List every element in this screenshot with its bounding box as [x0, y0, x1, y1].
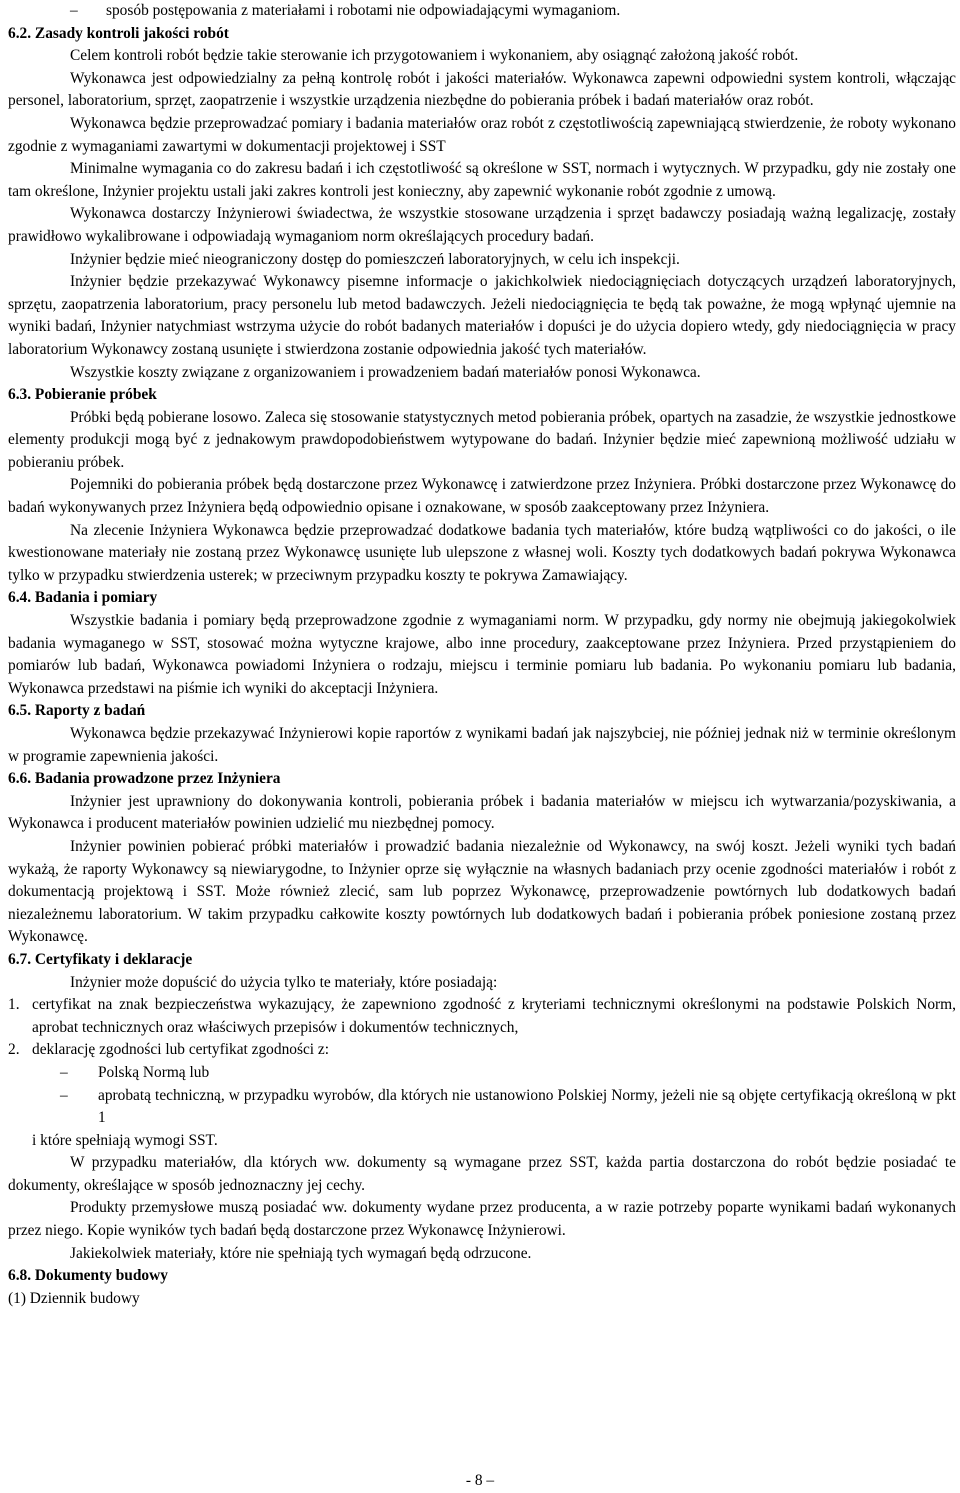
paragraph: Wykonawca będzie przekazywać Inżynierowi kopie raportów z wynikami badań jak najszybciej, nie później jednak niż w terminie określonym w programie zapewnienia jakości.: [8, 725, 956, 765]
list-item-text: sposób postępowania z materiałami i robotami nie odpowiadającymi wymaganiom.: [106, 2, 621, 19]
page-number: - 8 –: [465, 1472, 495, 1489]
item-text: certyfikat na znak bezpieczeństwa wykazujący, że zapewniono zgodność z kryteriami technicznymi określonymi na podstawie Polskich Norm, aprobat technicznych oraz właściwych przepisów i dokumentów technicznych,: [32, 996, 956, 1036]
paragraph: W przypadku materiałów, dla których ww. dokumenty są wymagane przez SST, każda partia dostarczona do robót będzie posiadać te dokumenty, określające w sposób jednoznaczny jej cechy.: [8, 1154, 956, 1194]
paragraph: Wykonawca jest odpowiedzialny za pełną kontrolę robót i jakości materiałów. Wykonawca zapewni odpowiedni system kontroli, włączając personel, laboratorium, sprzęt, zaopatrzenie i wszystkie urządzenia niezbędne do pobierania próbek i badań materiałów oraz robót.: [8, 69, 956, 110]
item-number: 2.: [8, 1041, 20, 1059]
paragraph: Produkty przemysłowe muszą posiadać ww. dokumenty wydane przez producenta, a w razie potrzeby poparte wynikami badań wykonanych przez niego. Kopie wyników tych badań będą dostarczone przez Wykonawcę Inżynierowi.: [8, 1199, 956, 1240]
sub-item: [8, 1085, 956, 1130]
paragraph: Wszystkie badania i pomiary będą przeprowadzone zgodnie z wymaganiami norm. W przypadku, gdy normy nie obejmują jakiegokolwiek badania wymaganego w SST, stosować można wytyczne krajowe, albo inne procedury, zaakceptowane przez Inżyniera. Przed przystąpieniem do pomiarów lub badań, Wykonawca powiadomi Inżyniera o rodzaju, miejscu i terminie pomiaru lub badania. Po wykonaniu pomiaru lub badania, Wykonawca przedstawi na piśmie ich wyniki do akceptacji Inżyniera.: [8, 612, 956, 697]
sub-item-text: Polską Normą lub: [98, 1063, 210, 1081]
section-heading-6-4: 6.4. Badania i pomiary: [8, 589, 158, 607]
paragraph: Wykonawca będzie przeprowadzać pomiary i badania materiałów oraz robót z częstotliwością zapewniającą stwierdzenie, że roboty wykonano zgodnie z wymaganiami zawartymi w dokumentacji projektowej i SST: [8, 114, 956, 155]
item-text: deklarację zgodności lub certyfikat zgodności z:: [32, 1041, 330, 1059]
paragraph: Inżynier jest uprawniony do dokonywania kontroli, pobierania próbek i badania materiałów w miejscu ich wytwarzania/pozyskiwania, a Wykonawca i producent materiałów powinien udzielić mu niezbędnej pomocy.: [8, 792, 956, 833]
dash-mark: –: [60, 1086, 68, 1104]
sub-item: [8, 1062, 956, 1085]
section-heading-6-8: 6.8. Dokumenty budowy: [8, 1267, 168, 1285]
paragraph: Na zlecenie Inżyniera Wykonawca będzie przeprowadzać dodatkowe badania tych materiałów, które budzą wątpliwości co do jakości, o ile kwestionowane materiały nie zostaną przez Wykonawcę usunięte lub ulepszone z własnej woli. Koszty tych dodatkowych badań pokrywa Wykonawca tylko w przypadku stwierdzenia usterek; w przeciwnym przypadku koszty te pokrywa Zamawiający.: [8, 521, 956, 584]
paragraph: Jakiekolwiek materiały, które nie spełniają tych wymagań będą odrzucone.: [70, 1244, 532, 1262]
section-heading-6-2: 6.2. Zasady kontroli jakości robót: [8, 24, 229, 42]
paragraph: Inżynier będzie przekazywać Wykonawcy pisemne informacje o jakichkolwiek niedociągnięciach dotyczących urządzeń laboratoryjnych, sprzętu, zaopatrzenia laboratorium, pracy personelu lub metod badawczych. Jeżeli niedociągnięcia te będą tak poważne, że mogą wpłynąć ujemnie na wyniki badań, Inżynier natychmiast wstrzyma użycie do robót badanych materiałów i dopuści je do użycia dopiero wtedy, gdy niedociągnięcia w pracy laboratorium Wykonawcy zostaną usunięte i stwierdzona zostanie odpowiednia jakość tych materiałów.: [8, 273, 956, 358]
item-number: 1.: [8, 996, 20, 1014]
section-heading-6-5: 6.5. Raporty z badań: [8, 702, 146, 720]
paragraph: Wszystkie koszty związane z organizowaniem i prowadzeniem badań materiałów ponosi Wykonawca.: [70, 363, 701, 381]
paragraph: Minimalne wymagania co do zakresu badań i ich częstotliwość są określone w SST, normach i wytycznych. W przypadku, gdy nie zostały one tam określone, Inżynier projektu ustali jaki zakres kontroli jest konieczny, aby zapewnić wykonanie robót zgodnie z umową.: [8, 160, 956, 200]
numbered-item-1: [8, 994, 956, 1039]
document-body: [8, 0, 956, 1310]
section-heading-6-3: 6.3. Pobieranie próbek: [8, 386, 157, 404]
paragraph: Inżynier może dopuścić do użycia tylko te materiały, które posiadają:: [70, 973, 498, 991]
paragraph: Celem kontroli robót będzie takie sterowanie ich przygotowaniem i wykonaniem, aby osiągnąć założoną jakość robót.: [70, 47, 799, 65]
section-heading-6-7: 6.7. Certyfikaty i deklaracje: [8, 950, 193, 968]
paragraph: Pojemniki do pobierania próbek będą dostarczone przez Wykonawcę i zatwierdzone przez Inżyniera. Próbki dostarczone przez Wykonawcę do badań wykonywanych przez Inżyniera będą odpowiednio opisane i oznakowane, w sposób zaakceptowany przez Inżyniera.: [8, 476, 956, 517]
paragraph: Inżynier będzie mieć nieograniczony dostęp do pomieszczeń laboratoryjnych, w celu ich inspekcji.: [70, 250, 680, 268]
paragraph: Inżynier powinien pobierać próbki materiałów i prowadzić badania niezależnie od Wykonawcy, na swój koszt. Jeżeli wyniki tych badań wykażą, że raporty Wykonawcy są niewiarygodne, to Inżynier oprze się wyłącznie na własnych badaniach przy ocenie zgodności materiałów i robót z dokumentacją projektową i SST. Może również zlecić, sam lub poprzez Wykonawcę, przeprowadzenie powtórnych lub dodatkowych badań niezależnemu laboratorium. W takim przypadku całkowite koszty powtórnych lub dodatkowych badań i pobierania próbek poniesione zostaną przez Wykonawcę.: [8, 837, 956, 946]
list-tail: i które spełniają wymogi SST.: [32, 1131, 218, 1149]
numbered-item-2: [8, 1039, 956, 1062]
paragraph: Wykonawca dostarczy Inżynierowi świadectwa, że wszystkie stosowane urządzenia i sprzęt badawczy posiadają ważną legalizację, zostały prawidłowo wykalibrowane i odpowiadają wymaganiom norm określających procedury badań.: [8, 205, 956, 245]
list-item: [8, 0, 956, 23]
paragraph: (1) Dziennik budowy: [8, 1289, 140, 1307]
paragraph: Próbki będą pobierane losowo. Zaleca się stosowanie statystycznych metod pobierania próbek, opartych na zasadzie, że wszystkie jednostkowe elementy produkcji mogą być z jednakowym prawdopodobieństwem wytypowane do badań. Inżynier będzie mieć zapewnioną możliwość udziału w pobieraniu próbek.: [8, 408, 956, 471]
dash-mark: –: [70, 2, 78, 19]
sub-item-text: aprobatą techniczną, w przypadku wyrobów, dla których nie ustanowiono Polskiej Normy, jeżeli nie są objęte certyfikacją określoną w pkt 1: [98, 1086, 956, 1127]
dash-mark: –: [60, 1063, 68, 1081]
section-heading-6-6: 6.6. Badania prowadzone przez Inżyniera: [8, 770, 281, 788]
